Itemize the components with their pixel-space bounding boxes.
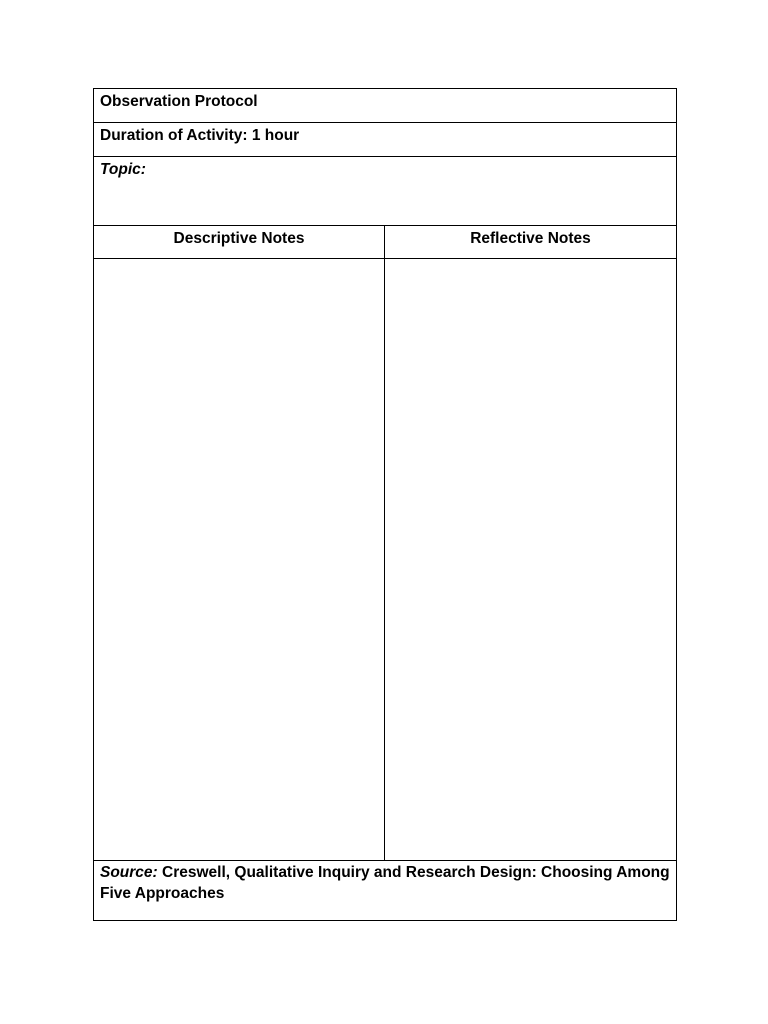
reflective-notes-cell[interactable] — [385, 259, 677, 861]
source-text: Creswell, Qualitative Inquiry and Research Design: Choosing Among Five Approaches — [100, 864, 670, 902]
reflective-notes-header: Reflective Notes — [385, 226, 677, 259]
observation-protocol-table — [93, 88, 677, 921]
source-row — [94, 861, 677, 921]
title-row — [94, 89, 677, 123]
duration-row — [94, 123, 677, 157]
topic-row — [94, 157, 677, 226]
descriptive-notes-header: Descriptive Notes — [94, 226, 385, 259]
notes-body-row — [94, 259, 677, 861]
title-cell — [94, 89, 677, 123]
source-cell — [94, 861, 677, 921]
duration-cell — [94, 123, 677, 157]
descriptive-notes-cell[interactable] — [94, 259, 385, 861]
topic-label: Topic: — [100, 161, 146, 178]
protocol-title: Observation Protocol — [100, 93, 258, 110]
duration-text: Duration of Activity: 1 hour — [100, 127, 300, 144]
column-header-row — [94, 226, 677, 259]
source-label: Source: — [100, 864, 158, 881]
topic-cell[interactable] — [94, 157, 677, 226]
